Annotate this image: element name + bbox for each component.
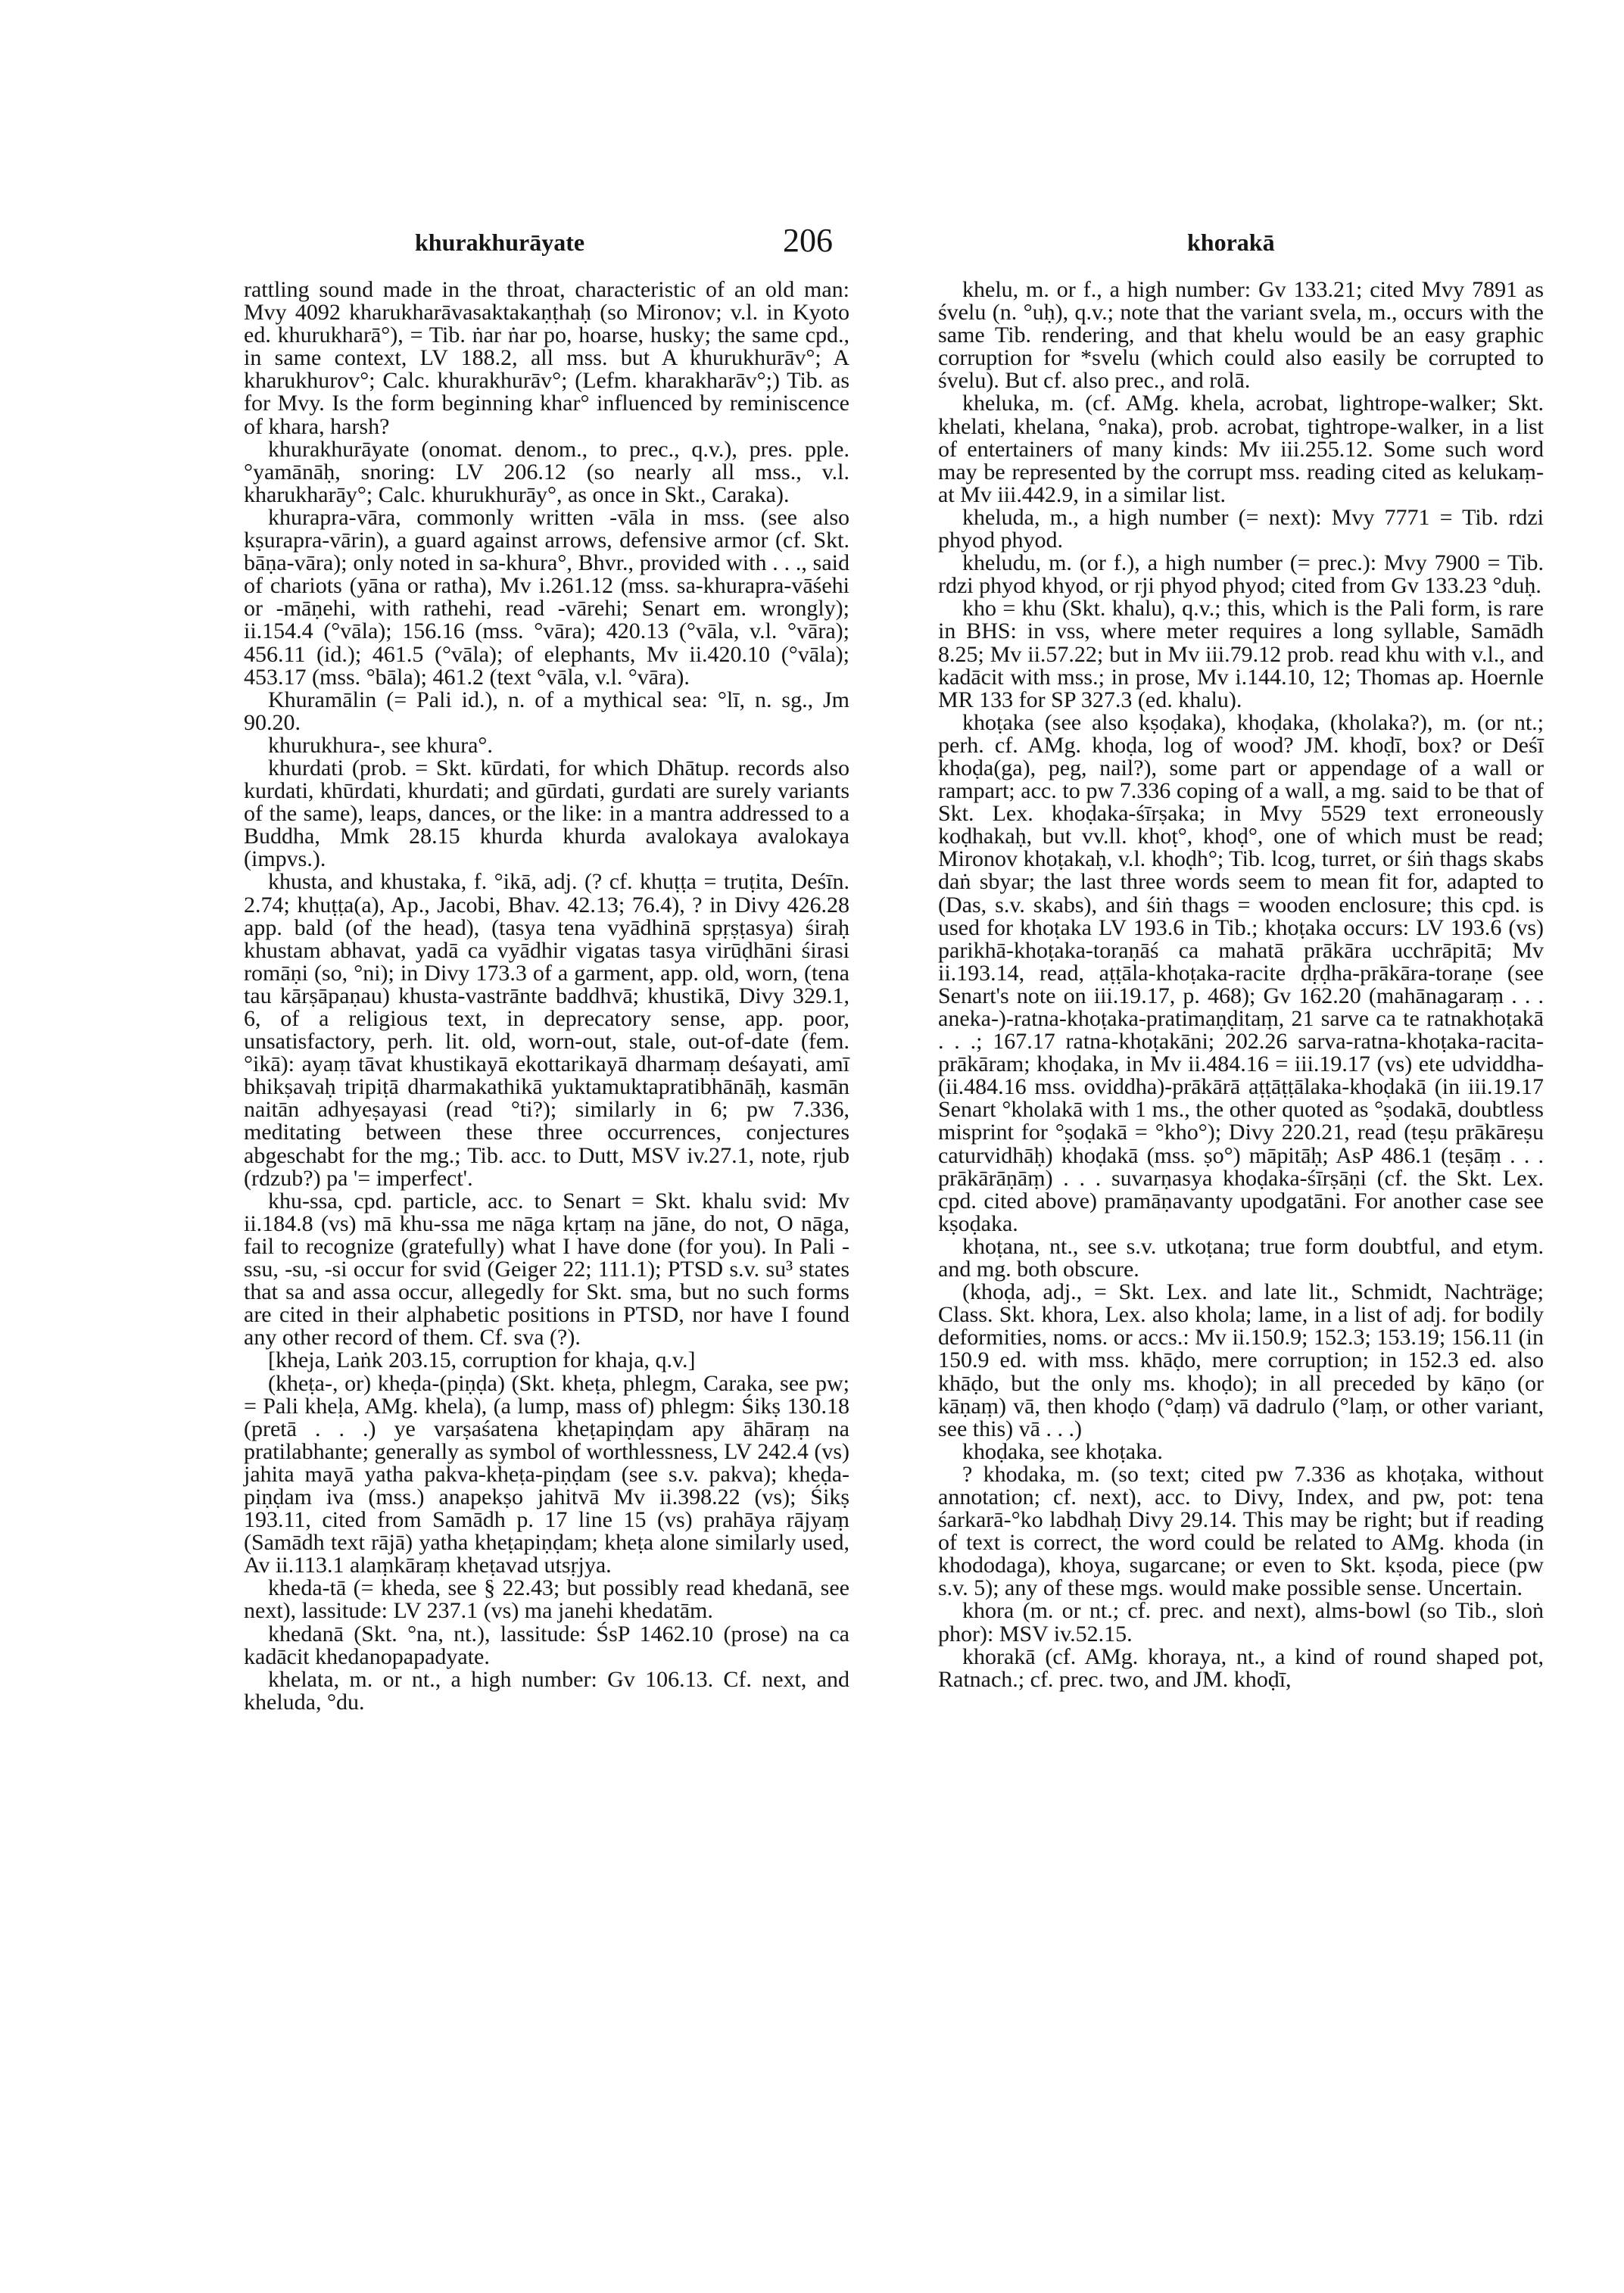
entry-khodaka-cross-ref: khoḍaka, see khoṭaka. <box>962 1438 1163 1464</box>
entry-khurdati: khurdati (prob. = Skt. kūrdati, for which Dhātup. records also kurdati, khūrdati, khurdati; and gūrdati, gurdati are surely variants of the same), leaps, dances, or the like: in a mantra addressed to a Buddha, Mmk 28.15 khurda khurda avalokaya avalokaya (impvs.). <box>244 755 849 872</box>
page-number: 206 <box>783 222 833 259</box>
entry-khotana: khoṭana, nt., see s.v. utkoṭana; true form doubtful, and etym. and mg. both obscure. <box>938 1233 1544 1282</box>
entry-kho: kho = khu (Skt. khalu), q.v.; this, which is the Pali form, is rare in BHS: in vss, where meter requires a long syllable, Samādh 8.25; Mv ii.57.22; but in Mv iii.79.12 prob. read khu with v.l., and kadācit with mss.; in prose, Mv i.144.10, 12; Thomas ap. Hoernle MR 133 for SP 327.3 (ed. khalu). <box>938 596 1544 712</box>
entry-khedana: khedanā (Skt. °na, nt.), lassitude: ŚsP 1462.10 (prose) na ca kadācit khedanopapadyate. <box>244 1621 849 1669</box>
left-column <box>244 279 849 1714</box>
entry-kheludu: kheludu, m. (or f.), a high number (= prec.): Mvy 7900 = Tib. rdzi phyod khyod, or rji phyod phyod; cited from Gv 133.23 °duḥ. <box>938 550 1544 599</box>
entry-khoda: (khoḍa, adj., = Skt. Lex. and late lit., Schmidt, Nachträge; Class. Skt. khora, Lex. also khola; lame, in a list of adj. for bodily deformities, noms. or accs.: Mv ii.150.9; 152.3; 153.19; 156.11 (in 150.9 ed. with mss. khāḍo, mere corruption; in 152.3 ed. also khāḍo, but the only ms. khoḍo); in all preceded by kāṇo (or kāṇaṃ) vā, then khoḍo (°ḍaṃ) vā dadrulo (°laṃ, or other variant, see this) vā . . .) <box>938 1279 1544 1441</box>
entry-kheda-ta: kheda-tā (= kheda, see § 22.43; but possibly read khedanā, see next), lassitude: LV 237.1 (vs) ma janehi khedatām. <box>244 1575 849 1624</box>
entry-khusta: khusta, and khustaka, f. °ikā, adj. (? cf. khuṭṭa = truṭita, Deśīn. 2.74; khuṭṭa(a), Ap., Jacobi, Bhav. 42.13; 76.4), ? in Divy 426.28 app. bald (of the head), (tasya tena vyādhinā spṛṣṭasya) śiraḥ khustam abhavat, yadā ca vyādhir vigatas tasya virūḍhāni śirasi romāṇi (so, °ni); in Divy 173.3 of a garment, app. old, worn, (tena tau kārṣāpaṇau) khusta-vastrānte baddhvā; khustikā, Divy 329.1, 6, of a religious text, in deprecatory sense, app. poor, unsatisfactory, perh. lit. old, worn-out, stale, out-of-date (fem. °ikā): ayaṃ tāvat khustikayā ekottarikayā dharmaṃ deśayati, amī bhikṣavaḥ tripiṭā dharmakathikā yuktamuktapratibhānāḥ, kasmān naitān adhyeṣayasi (read °ti?); similarly in 6; pw 7.336, meditating between these three occurrences, conjectures abgeschabt for the mg.; Tib. acc. to Dutt, MSV iv.27.1, note, rjub (rdzub?) pa '= imperfect'. <box>244 869 849 1191</box>
entry-khotaka: khoṭaka (see also kṣoḍaka), khoḍaka, (kholaka?), m. (or nt.; perh. cf. AMg. khoḍa, log of wood? JM. khoḍī, box? or Deśī khoḍa(ga), peg, nail?), some part or appendage of a wall or rampart; acc. to pw 7.336 coping of a wall, a mg. said to be that of Skt. Lex. khoḍaka-śīrṣaka; in Mvy 5529 text erroneously koḍhakaḥ, but vv.ll. khoṭ°, khoḍ°, one of which must be read; Mironov khoṭakaḥ, v.l. khoḍh°; Tib. lcog, turret, or śiṅ thags skabs daṅ sbyar; the last three words seem to mean fit for, adapted to (Das, s.v. skabs), and śiṅ thags = wooden enclosure; this cpd. is used for khoṭaka LV 193.6 in Tib.; khoṭaka occurs: LV 193.6 (vs) parikhā-khoṭaka-toraṇāś ca mahatā prākāra ucchrāpitā; Mv ii.193.14, read, aṭṭāla-khoṭaka-racite dṛḍha-prākāra-toraṇe (see Senart's note on iii.19.17, p. 468); Gv 162.20 (mahānagaraṃ . . . aneka-)-ratna-khoṭaka-pratimaṇḍitaṃ, 21 sarve ca te ratnakhoṭakā . . .; 167.17 ratna-khoṭakāni; 202.26 sarva-ratna-khoṭaka-racita-prākāram; khoḍaka, in Mv ii.484.16 = iii.19.17 (vs) ete udviddha- (ii.484.16 mss. oviddha)-prākārā aṭṭāṭṭālaka-khoḍakā (in iii.19.17 Senart °kholakā with 1 ms., the other quoted as °ṣodakā, doubtless misprint for °ṣoḍakā = °kho°); Divy 220.21, read (teṣu prākāreṣu caturvidhāḥ) khoḍakā (mss. ṣo°) māpitāḥ; AsP 486.1 (teṣāṃ . . . prākārāṇāṃ) . . . suvarṇasya khoḍaka-śīrṣāṇi (cf. the Skt. Lex. cpd. cited above) pramāṇavanty upodgatāni. For another case see kṣoḍaka. <box>938 709 1544 1236</box>
right-running-headword: khorakā <box>1187 229 1275 256</box>
left-running-headword: khurakhurāyate <box>415 229 585 256</box>
entry-kheta: (kheṭa-, or) kheḍa-(piṇḍa) (Skt. kheṭa, phlegm, Caraka, see pw; = Pali kheḷa, AMg. khela), (a lump, mass of) phlegm: Śikṣ 130.18 (pretā . . .) ye varṣaśatena kheṭapiṇḍam apy āhāraṃ na pratilabhante; generally as symbol of worthlessness, LV 242.4 (vs) jahita mayā yatha pakva-kheṭa-piṇḍam (see s.v. pakva); kheḍa-piṇḍam iva (mss.) anapekṣo jahitvā Mv ii.398.22 (vs); Śikṣ 193.11, cited from Samādh p. 17 line 15 (vs) prahāya rājyaṃ (Samādh text rājā) yatha kheṭapiṇḍam; kheṭa alone similarly used, Av ii.113.1 alaṃkāraṃ kheṭavad utsṛjya. <box>244 1370 849 1578</box>
entry-continuation: rattling sound made in the throat, characteristic of an old man: Mvy 4092 kharukharāvasaktakaṇṭhaḥ (so Mironov; v.l. in Kyoto ed. khurukharā°), = Tib. ṅar ṅar po, hoarse, husky; the same cpd., in same context, LV 188.2, all mss. but A khurukhurāv°; A kharukhurov°; Calc. khurakhurāv°; (Lefm. kharakharāv°;) Tib. as for Mvy. Is the form beginning khar° influenced by reminiscence of khara, harsh? <box>244 277 849 439</box>
entry-kheluda: kheluda, m., a high number (= next): Mvy 7771 = Tib. rdzi phyod phyod. <box>938 504 1544 553</box>
entry-khuramalin: Khuramālin (= Pali id.), n. of a mythical sea: °lī, n. sg., Jm 90.20. <box>244 687 849 735</box>
entry-khurakhurayate: khurakhurāyate (onomat. denom., to prec., q.v.), pres. pple. °yamānāḥ, snoring: LV 206.12 (so nearly all mss., v.l. kharukharāy°; Calc. khurukhurāy°, as once in Skt., Caraka). <box>244 436 849 507</box>
entry-khu-ssa: khu-ssa, cpd. particle, acc. to Senart = Skt. khalu svid: Mv ii.184.8 (vs) mā khu-ssa me nāga kṛtaṃ na jāne, do not, O nāga, fail to recognize (gratefully) what I have done (for you). In Pali -ssu, -su, -si occur for svid (Geiger 22; 111.1); PTSD s.v. su³ states that sa and assa occur, allegedly for Skt. sma, but no such forms are cited in their alphabetic positions in PTSD, nor have I found any other record of them. Cf. sva (?). <box>244 1188 849 1351</box>
entry-kheluka: kheluka, m. (cf. AMg. khela, acrobat, lightrope-walker; Skt. khelati, khelana, °naka), prob. acrobat, tightrope-walker, in a list of entertainers of many kinds: Mv iii.255.12. Some such word may be represented by the corrupt mss. reading cited as kelukaṃ- at Mv iii.442.9, in a similar list. <box>938 391 1544 507</box>
entry-khoraka: khorakā (cf. AMg. khoraya, nt., a kind of round shaped pot, Ratnach.; cf. prec. two, and JM. khoḍī, <box>938 1643 1544 1692</box>
running-header <box>0 221 1624 266</box>
entry-kheja: [kheja, Laṅk 203.15, corruption for khaja, q.v.] <box>268 1347 696 1373</box>
entry-khurapra-vara: khurapra-vāra, commonly written -vāla in mss. (see also kṣurapra-vārin), a guard against arrows, defensive armor (cf. Skt. bāṇa-vāra); only noted in sa-khura°, Bhvr., provided with . . ., said of chariots (yāna or ratha), Mv i.261.12 (mss. sa-khurapra-vāśehi or -māṇehi, with rathehi, read -vārehi; Senart em. wrongly); ii.154.4 (°vāla); 156.16 (mss. °vāra); 420.13 (°vāla, v.l. °vāra); 456.11 (id.); 461.5 (°vāla); of elephants, Mv ii.420.10 (°vāla); 453.17 (mss. °bāla); 461.2 (text °vāla, v.l. °vāra). <box>244 504 849 690</box>
right-column <box>938 279 1544 1691</box>
entry-khurukhura: khurukhura-, see khura°. <box>268 732 493 758</box>
entry-khelu: khelu, m. or f., a high number: Gv 133.21; cited Mvy 7891 as śvelu (n. °uḥ), q.v.; note that the variant svela, m., occurs with the same Tib. rendering, and that khelu would be an easy graphic corruption for *svelu (which could also easily be corrupted to śvelu). But cf. also prec., and rolā. <box>938 277 1544 394</box>
entry-khodaka: ? khodaka, m. (so text; cited pw 7.336 as khoṭaka, without annotation; cf. next), acc. to Divy, Index, and pw, pot: tena śarkarā-°ko labdhaḥ Divy 29.14. This may be right; but if reading of text is correct, the word could be related to AMg. khoda (in khododaga), khoya, sugarcane; or even to Skt. kṣoda, piece (pw s.v. 5); any of these mgs. would make possible sense. Uncertain. <box>938 1461 1544 1601</box>
entry-khelata: khelata, m. or nt., a high number: Gv 106.13. Cf. next, and kheluda, °du. <box>244 1666 849 1715</box>
entry-khora: khora (m. or nt.; cf. prec. and next), alms-bowl (so Tib., sloṅ phor): MSV iv.52.15. <box>938 1598 1544 1647</box>
